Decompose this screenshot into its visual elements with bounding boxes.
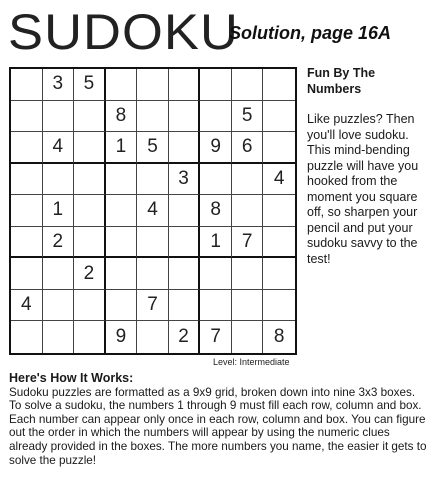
sudoku-logo: SUDOKU — [8, 4, 239, 60]
empty-cell[interactable] — [169, 69, 201, 101]
given-cell: 5 — [74, 69, 106, 101]
given-cell: 6 — [232, 132, 264, 164]
empty-cell[interactable] — [11, 132, 43, 164]
empty-cell[interactable] — [11, 258, 43, 290]
given-cell: 8 — [106, 101, 138, 133]
given-cell: 7 — [232, 227, 264, 259]
given-cell: 1 — [200, 227, 232, 259]
empty-cell[interactable] — [74, 132, 106, 164]
given-cell: 7 — [200, 321, 232, 353]
empty-cell[interactable] — [263, 69, 295, 101]
given-cell: 9 — [200, 132, 232, 164]
empty-cell[interactable] — [74, 101, 106, 133]
empty-cell[interactable] — [106, 164, 138, 196]
empty-cell[interactable] — [232, 258, 264, 290]
given-cell: 4 — [137, 195, 169, 227]
empty-cell[interactable] — [263, 101, 295, 133]
empty-cell[interactable] — [11, 321, 43, 353]
empty-cell[interactable] — [169, 227, 201, 259]
empty-cell[interactable] — [43, 258, 75, 290]
given-cell: 4 — [43, 132, 75, 164]
sidebar-blurb — [307, 66, 431, 267]
empty-cell[interactable] — [232, 290, 264, 322]
difficulty-level: Level: Intermediate — [213, 357, 290, 367]
empty-cell[interactable] — [11, 195, 43, 227]
empty-cell[interactable] — [200, 290, 232, 322]
empty-cell[interactable] — [169, 132, 201, 164]
sidebar-body: Like puzzles? Then you'll love sudoku. This mind-bending puzzle will have you hooked from the moment you square off, so sharpen your pencil and put your sudoku savvy to the test! — [307, 112, 419, 266]
empty-cell[interactable] — [232, 321, 264, 353]
empty-cell[interactable] — [200, 69, 232, 101]
given-cell: 8 — [273, 326, 285, 348]
empty-cell[interactable] — [232, 164, 264, 196]
empty-cell[interactable] — [106, 258, 138, 290]
empty-cell[interactable] — [263, 132, 295, 164]
given-cell: 3 — [169, 164, 201, 196]
instructions — [9, 372, 429, 467]
given-cell: 5 — [137, 132, 169, 164]
empty-cell[interactable] — [11, 69, 43, 101]
empty-cell[interactable] — [263, 227, 295, 259]
instructions-body: Sudoku puzzles are formatted as a 9x9 grid, broken down into nine 3x3 boxes. To solve a sudoku, the numbers 1 through 9 must fill each row, column and box. Each number can appear only once in each row, column and box. You can figure out the order in which the numbers will appear by using the numeric clues already provided in the boxes. The more numbers you name, the easier it gets to solve the puzzle! — [9, 385, 427, 467]
empty-cell[interactable] — [137, 258, 169, 290]
empty-cell[interactable] — [232, 69, 264, 101]
sudoku-grid — [9, 67, 297, 355]
empty-cell[interactable] — [106, 195, 138, 227]
given-cell: 1 — [106, 132, 138, 164]
given-cell: 5 — [232, 101, 264, 133]
empty-cell[interactable] — [43, 164, 75, 196]
empty-cell[interactable] — [74, 290, 106, 322]
empty-cell[interactable] — [137, 101, 169, 133]
given-cell: 1 — [43, 195, 75, 227]
empty-cell[interactable] — [43, 290, 75, 322]
given-cell: 4 — [11, 290, 43, 322]
empty-cell[interactable] — [200, 164, 232, 196]
empty-cell[interactable] — [232, 195, 264, 227]
empty-cell[interactable] — [200, 101, 232, 133]
empty-cell[interactable] — [74, 164, 106, 196]
given-cell: 8 — [200, 195, 232, 227]
empty-cell[interactable] — [74, 195, 106, 227]
empty-cell[interactable] — [200, 258, 232, 290]
given-cell: 3 — [43, 69, 75, 101]
empty-cell[interactable] — [11, 227, 43, 259]
empty-cell[interactable] — [263, 195, 295, 227]
given-cell: 2 — [74, 258, 106, 290]
empty-cell[interactable] — [169, 195, 201, 227]
empty-cell[interactable] — [43, 321, 75, 353]
empty-cell[interactable] — [263, 290, 295, 322]
empty-cell[interactable] — [11, 101, 43, 133]
empty-cell[interactable] — [106, 290, 138, 322]
instructions-title: Here's How It Works: — [9, 371, 134, 385]
empty-cell[interactable] — [106, 227, 138, 259]
given-cell: 2 — [43, 227, 75, 259]
empty-cell[interactable] — [137, 227, 169, 259]
empty-cell[interactable] — [169, 101, 201, 133]
empty-cell[interactable] — [137, 321, 169, 353]
empty-cell[interactable] — [137, 164, 169, 196]
empty-cell[interactable] — [263, 258, 295, 290]
given-cell: 4 — [263, 164, 295, 196]
empty-cell[interactable] — [74, 321, 106, 353]
empty-cell[interactable] — [169, 258, 201, 290]
given-cell: 2 — [169, 321, 201, 353]
given-cell: 7 — [137, 290, 169, 322]
sidebar-title: Fun By The Numbers — [307, 66, 376, 96]
solution-reference: Solution, page 16A — [229, 23, 392, 43]
empty-cell[interactable] — [169, 290, 201, 322]
empty-cell[interactable] — [106, 69, 138, 101]
empty-cell[interactable] — [74, 227, 106, 259]
empty-cell[interactable] — [43, 101, 75, 133]
empty-cell[interactable] — [11, 164, 43, 196]
given-cell: 9 — [106, 321, 138, 353]
empty-cell[interactable] — [137, 69, 169, 101]
